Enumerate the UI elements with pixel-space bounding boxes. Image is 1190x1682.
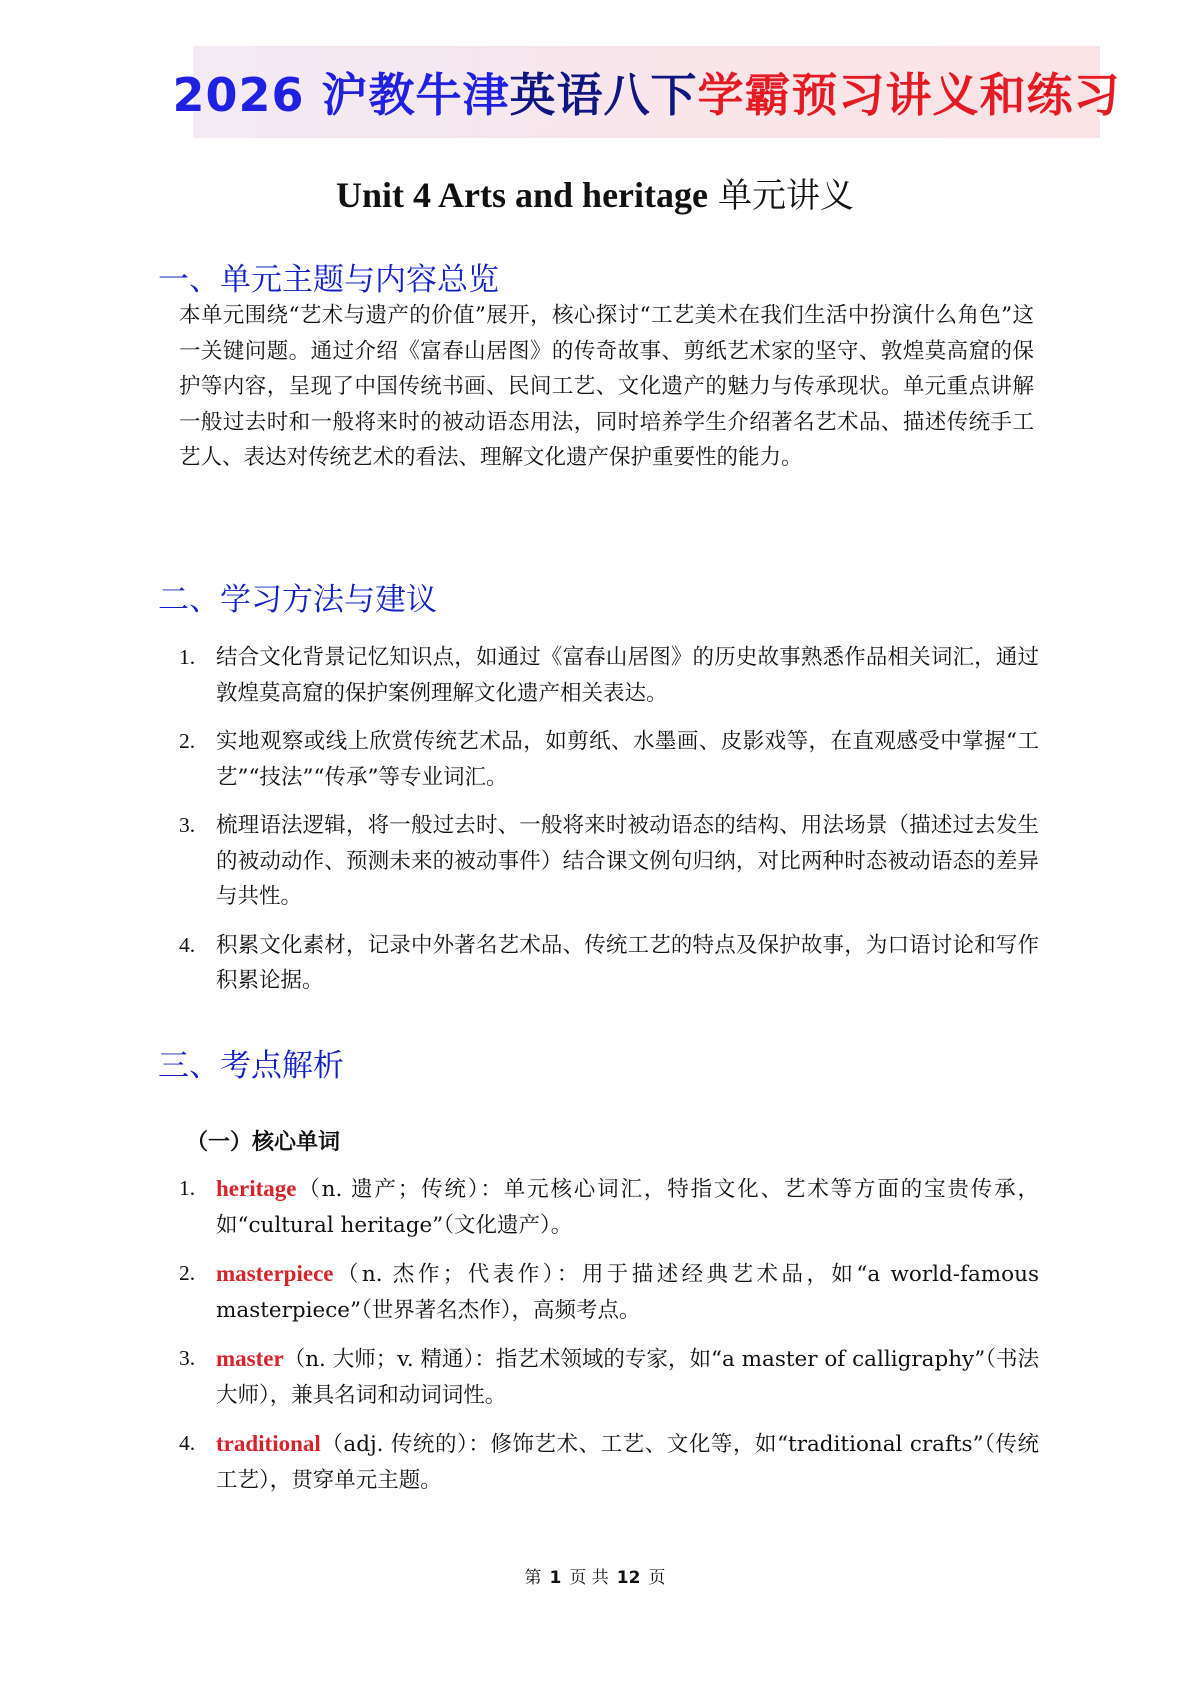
section-2-heading: 二、学习方法与建议 [158,582,437,618]
page-total: 12 [616,1568,641,1588]
core-words-list [179,1171,1039,1511]
list-number: 4. [179,1431,196,1455]
list-number: 3. [179,813,196,837]
footer-suffix: 页 [648,1568,666,1588]
list-number: 1. [179,1176,196,1200]
section-3-heading: 三、考点解析 [158,1048,344,1084]
vocab-word: traditional [216,1431,321,1456]
vocab-word: masterpiece [216,1261,334,1286]
word-entry [179,1341,1039,1413]
study-tips-list [179,640,1039,1012]
list-item [179,724,1039,795]
banner-part-2: 英语八下 [509,68,698,122]
vocab-desc: （n. 大师；v. 精通）：指艺术领域的专家，如“a master of calligraphy”（书法大师），兼具名词和动词词性。 [216,1347,1039,1408]
vocab-word: master [216,1346,284,1371]
list-number: 2. [179,1261,196,1285]
document-title [0,168,1190,217]
vocab-desc: （n. 杰作；代表作）：用于描述经典艺术品，如“a world-famous masterpiece”（世界著名杰作），高频考点。 [216,1262,1039,1323]
list-item [179,640,1039,711]
list-item [179,928,1039,999]
document-title-cn: 单元讲义 [718,176,854,216]
list-number: 3. [179,1346,196,1370]
word-entry [179,1426,1039,1498]
list-text: 结合文化背景记忆知识点，如通过《富春山居图》的历史故事熟悉作品相关词汇，通过敦煌莫高窟的保护案例理解文化遗产相关表达。 [216,645,1039,706]
vocab-word: heritage [216,1176,297,1201]
banner-part-1: 2026 沪教牛津 [172,68,510,122]
list-text: 积累文化素材，记录中外著名艺术品、传统工艺的特点及保护故事，为口语讨论和写作积累论据。 [216,932,1039,993]
list-number: 2. [179,729,196,753]
list-text: 梳理语法逻辑，将一般过去时、一般将来时被动语态的结构、用法场景（描述过去发生的被动动作、预测未来的被动事件）结合课文例句归纳，对比两种时态被动语态的差异与共性。 [216,813,1039,909]
list-item [179,808,1039,915]
footer-prefix: 第 [524,1568,542,1588]
footer-middle: 页 共 [569,1568,609,1588]
title-banner [172,46,1121,138]
vocab-desc: （n. 遗产；传统）：单元核心词汇，特指文化、艺术等方面的宝贵传承，如“cultural heritage”（文化遗产）。 [216,1177,1039,1238]
word-entry [179,1171,1039,1243]
section-1-heading: 一、单元主题与内容总览 [158,262,499,298]
section-1-body: 本单元围绕“艺术与遗产的价值”展开，核心探讨“工艺美术在我们生活中扮演什么角色”这一关键问题。通过介绍《富春山居图》的传奇故事、剪纸艺术家的坚守、敦煌莫高窟的保护等内容，呈现了中国传统书画、民间工艺、文化遗产的魅力与传承现状。单元重点讲解一般过去时和一般将来时的被动语态用法，同时培养学生介绍著名艺术品、描述传统手工艺人、表达对传统艺术的看法、理解文化遗产保护重要性的能力。 [179,303,1034,470]
vocab-desc: （adj. 传统的）：修饰艺术、工艺、文化等，如“traditional crafts”（传统工艺），贯穿单元主题。 [216,1432,1039,1493]
document-title-en: Unit 4 Arts and heritage [336,175,708,215]
page-footer [0,1563,1190,1588]
core-words-subheading: （一）核心单词 [186,1130,341,1155]
list-number: 1. [179,645,196,669]
word-entry [179,1256,1039,1328]
list-text: 实地观察或线上欣赏传统艺术品，如剪纸、水墨画、皮影戏等，在直观感受中掌握“工艺”“技法”“传承”等专业词汇。 [216,729,1039,790]
list-number: 4. [179,932,196,957]
page-number: 1 [549,1568,562,1588]
banner-part-3: 学霸预习讲义和练习 [697,68,1121,122]
